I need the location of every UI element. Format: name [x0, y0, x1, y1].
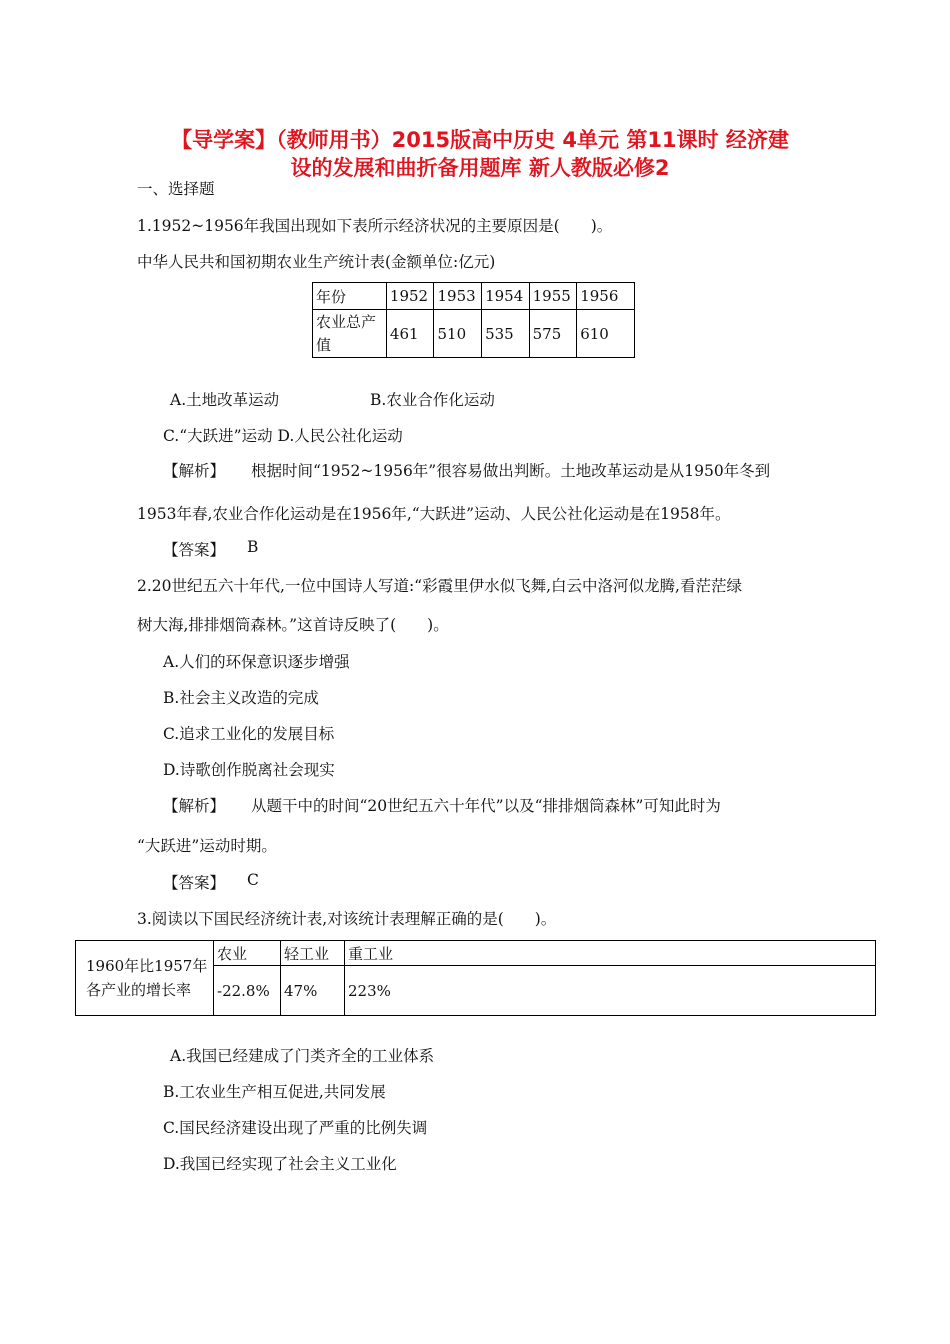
q3-option-c: C.国民经济建设出现了严重的比例失调	[163, 1119, 428, 1137]
q1-option-b: B.农业合作化运动	[370, 391, 495, 409]
q2-option-c: C.追求工业化的发展目标	[163, 725, 335, 743]
q3-stem: 3.阅读以下国民经济统计表,对该统计表理解正确的是( )。	[137, 910, 557, 928]
q1-value-cell: 510	[434, 310, 482, 358]
q1-table-caption: 中华人民共和国初期农业生产统计表(金额单位:亿元)	[137, 253, 496, 271]
q3-header-cell: 农业	[214, 941, 281, 966]
q1-option-a: A.土地改革运动	[170, 391, 280, 409]
q1-answer-label: 【答案】	[163, 541, 226, 559]
q3-option-a: A.我国已经建成了门类齐全的工业体系	[170, 1047, 435, 1065]
q3-value-cell: 47%	[281, 966, 345, 1016]
q1-value-cell: 575	[529, 310, 577, 358]
q3-option-d: D.我国已经实现了社会主义工业化	[163, 1155, 397, 1173]
q1-header-cell: 1956	[577, 283, 635, 310]
q1-header-cell: 1952	[386, 283, 434, 310]
q2-option-d: D.诗歌创作脱离社会现实	[163, 761, 335, 779]
q2-answer-label: 【答案】	[163, 874, 226, 892]
q3-growth-table	[75, 940, 876, 1016]
q3-header-cell: 轻工业	[281, 941, 345, 966]
q1-value-cell: 461	[386, 310, 434, 358]
q3-row-label: 1960年比1957年各产业的增长率	[76, 941, 214, 1016]
q2-stem-line-1: 2.20世纪五六十年代,一位中国诗人写道:“彩霞里伊水似飞舞,白云中洛河似龙腾,看茫茫绿	[137, 577, 742, 595]
q2-analysis-label: 【解析】	[163, 797, 226, 815]
q1-table-header-row	[313, 283, 635, 310]
q1-row-label: 农业总产值	[313, 310, 387, 358]
q2-option-b: B.社会主义改造的完成	[163, 689, 319, 707]
q1-table-data-row	[313, 310, 635, 358]
q3-value-cell: 223%	[345, 966, 876, 1016]
document-title-line-2: 设的发展和曲折备用题库 新人教版必修2	[290, 156, 670, 180]
q1-analysis-label: 【解析】	[163, 462, 226, 480]
q1-header-cell: 年份	[313, 283, 387, 310]
q3-header-cell: 重工业	[345, 941, 876, 966]
q1-header-cell: 1955	[529, 283, 577, 310]
document-title-line-1: 【导学案】（教师用书）2015版高中历史 4单元 第11课时 经济建	[171, 128, 789, 152]
q2-analysis-line-1: 从题干中的时间“20世纪五六十年代”以及“排排烟筒森林”可知此时为	[251, 797, 721, 815]
q1-option-c-d: C.“大跃进”运动 D.人民公社化运动	[163, 427, 403, 445]
q3-table-header-row	[76, 941, 876, 966]
q1-header-cell: 1953	[434, 283, 482, 310]
q1-header-cell: 1954	[482, 283, 530, 310]
q1-analysis-line-1: 根据时间“1952~1956年”很容易做出判断。土地改革运动是从1950年冬到	[251, 462, 771, 480]
q1-value-cell: 535	[482, 310, 530, 358]
q1-agriculture-table	[312, 282, 635, 358]
q3-value-cell: -22.8%	[214, 966, 281, 1016]
q1-analysis-line-2: 1953年春,农业合作化运动是在1956年,“大跃进”运动、人民公社化运动是在1958年。	[137, 505, 731, 523]
section-heading: 一、选择题	[137, 180, 215, 198]
q2-analysis-line-2: “大跃进”运动时期。	[137, 837, 277, 855]
q3-option-b: B.工农业生产相互促进,共同发展	[163, 1083, 386, 1101]
q1-value-cell: 610	[577, 310, 635, 358]
q2-stem-line-2: 树大海,排排烟筒森林。”这首诗反映了( )。	[137, 616, 449, 634]
q1-answer: B	[247, 538, 259, 556]
q2-answer: C	[247, 871, 259, 889]
q1-stem: 1.1952~1956年我国出现如下表所示经济状况的主要原因是( )。	[137, 217, 613, 235]
q2-option-a: A.人们的环保意识逐步增强	[163, 653, 350, 671]
